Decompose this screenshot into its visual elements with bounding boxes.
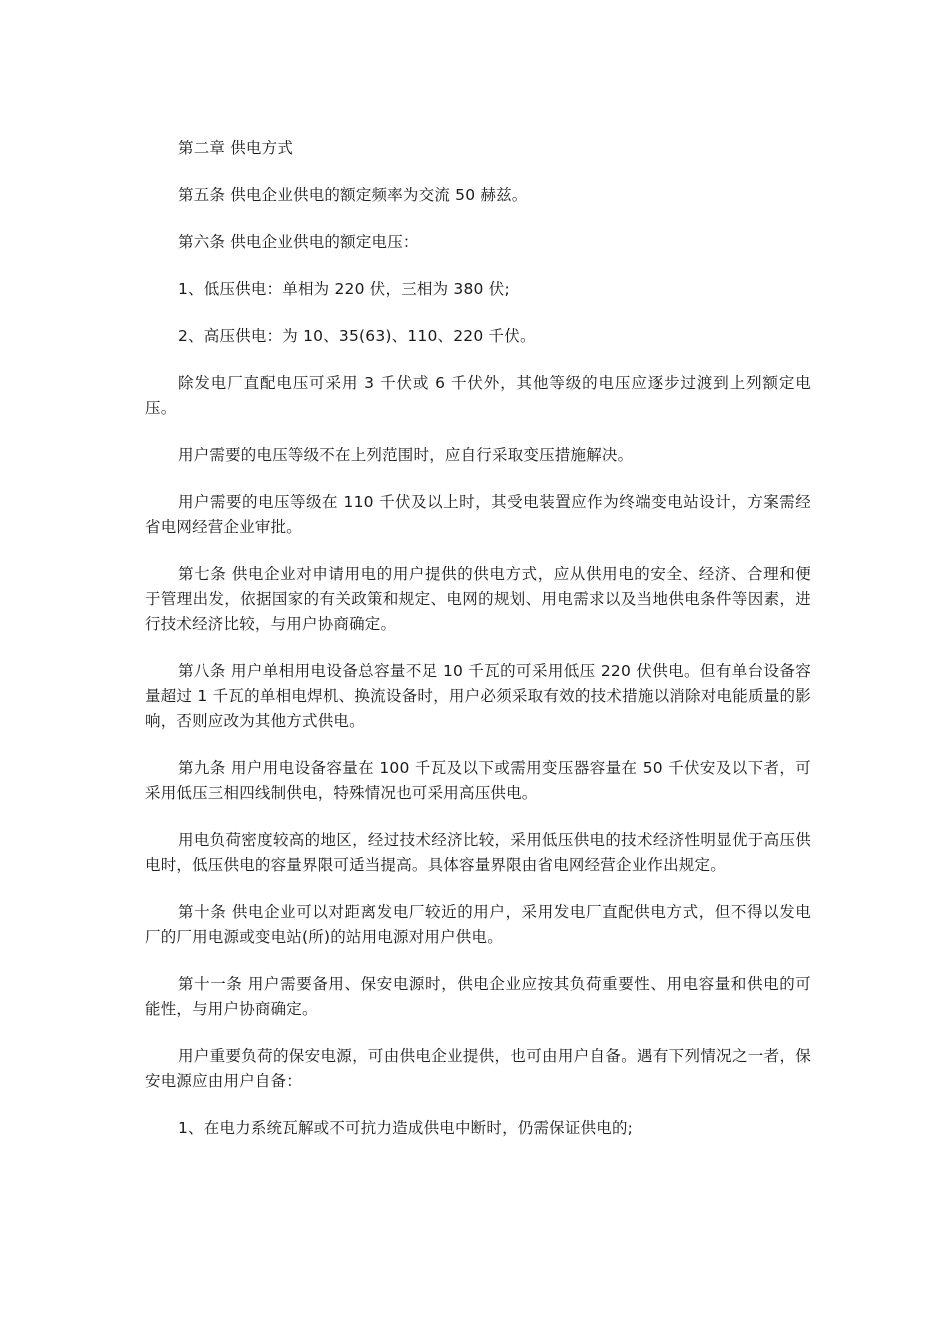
- paragraph: 1、低压供电：单相为 220 伏，三相为 380 伏;: [178, 280, 510, 298]
- paragraph: 第七条 供电企业对申请用电的用户提供的供电方式，应从供用电的安全、经济、合理和便于管理出发，依据国家的有关政策和规定、电网的规划、用电需求以及当地供电条件等因素，进行技术经济比较，与用户协商确定。: [145, 565, 811, 633]
- paragraph: 1、在电力系统瓦解或不可抗力造成供电中断时，仍需保证供电的;: [178, 1119, 634, 1137]
- paragraph: 第十条 供电企业可以对距离发电厂较近的用户，采用发电厂直配供电方式，但不得以发电厂的厂用电源或变电站(所)的站用电源对用户供电。: [145, 903, 811, 946]
- paragraph: 用户重要负荷的保安电源，可由供电企业提供，也可由用户自备。遇有下列情况之一者，保安电源应由用户自备：: [145, 1047, 811, 1090]
- paragraph: 2、高压供电：为 10、35(63)、110、220 千伏。: [178, 327, 536, 345]
- document-body: [145, 136, 811, 1163]
- chapter-heading: 第二章 供电方式: [178, 139, 294, 157]
- paragraph: 第八条 用户单相用电设备总容量不足 10 千瓦的可采用低压 220 伏供电。但有单台设备容量超过 1 千瓦的单相电焊机、换流设备时，用户必须采取有效的技术措施以消除对电能质量的影响，否则应改为其他方式供电。: [145, 662, 811, 730]
- paragraph: 第五条 供电企业供电的额定频率为交流 50 赫兹。: [178, 186, 528, 204]
- paragraph: 用户需要的电压等级不在上列范围时，应自行采取变压措施解决。: [178, 446, 634, 464]
- paragraph: 第九条 用户用电设备容量在 100 千瓦及以下或需用变压器容量在 50 千伏安及以下者，可采用低压三相四线制供电，特殊情况也可采用高压供电。: [145, 759, 811, 802]
- paragraph: 第六条 供电企业供电的额定电压：: [178, 233, 419, 251]
- paragraph: 用户需要的电压等级在 110 千伏及以上时，其受电装置应作为终端变电站设计，方案需经省电网经营企业审批。: [145, 493, 811, 536]
- paragraph: 第十一条 用户需要备用、保安电源时，供电企业应按其负荷重要性、用电容量和供电的可能性，与用户协商确定。: [145, 975, 811, 1018]
- paragraph: 用电负荷密度较高的地区，经过技术经济比较，采用低压供电的技术经济性明显优于高压供电时，低压供电的容量界限可适当提高。具体容量界限由省电网经营企业作出规定。: [145, 831, 811, 874]
- paragraph: 除发电厂直配电压可采用 3 千伏或 6 千伏外，其他等级的电压应逐步过渡到上列额定电压。: [145, 374, 811, 417]
